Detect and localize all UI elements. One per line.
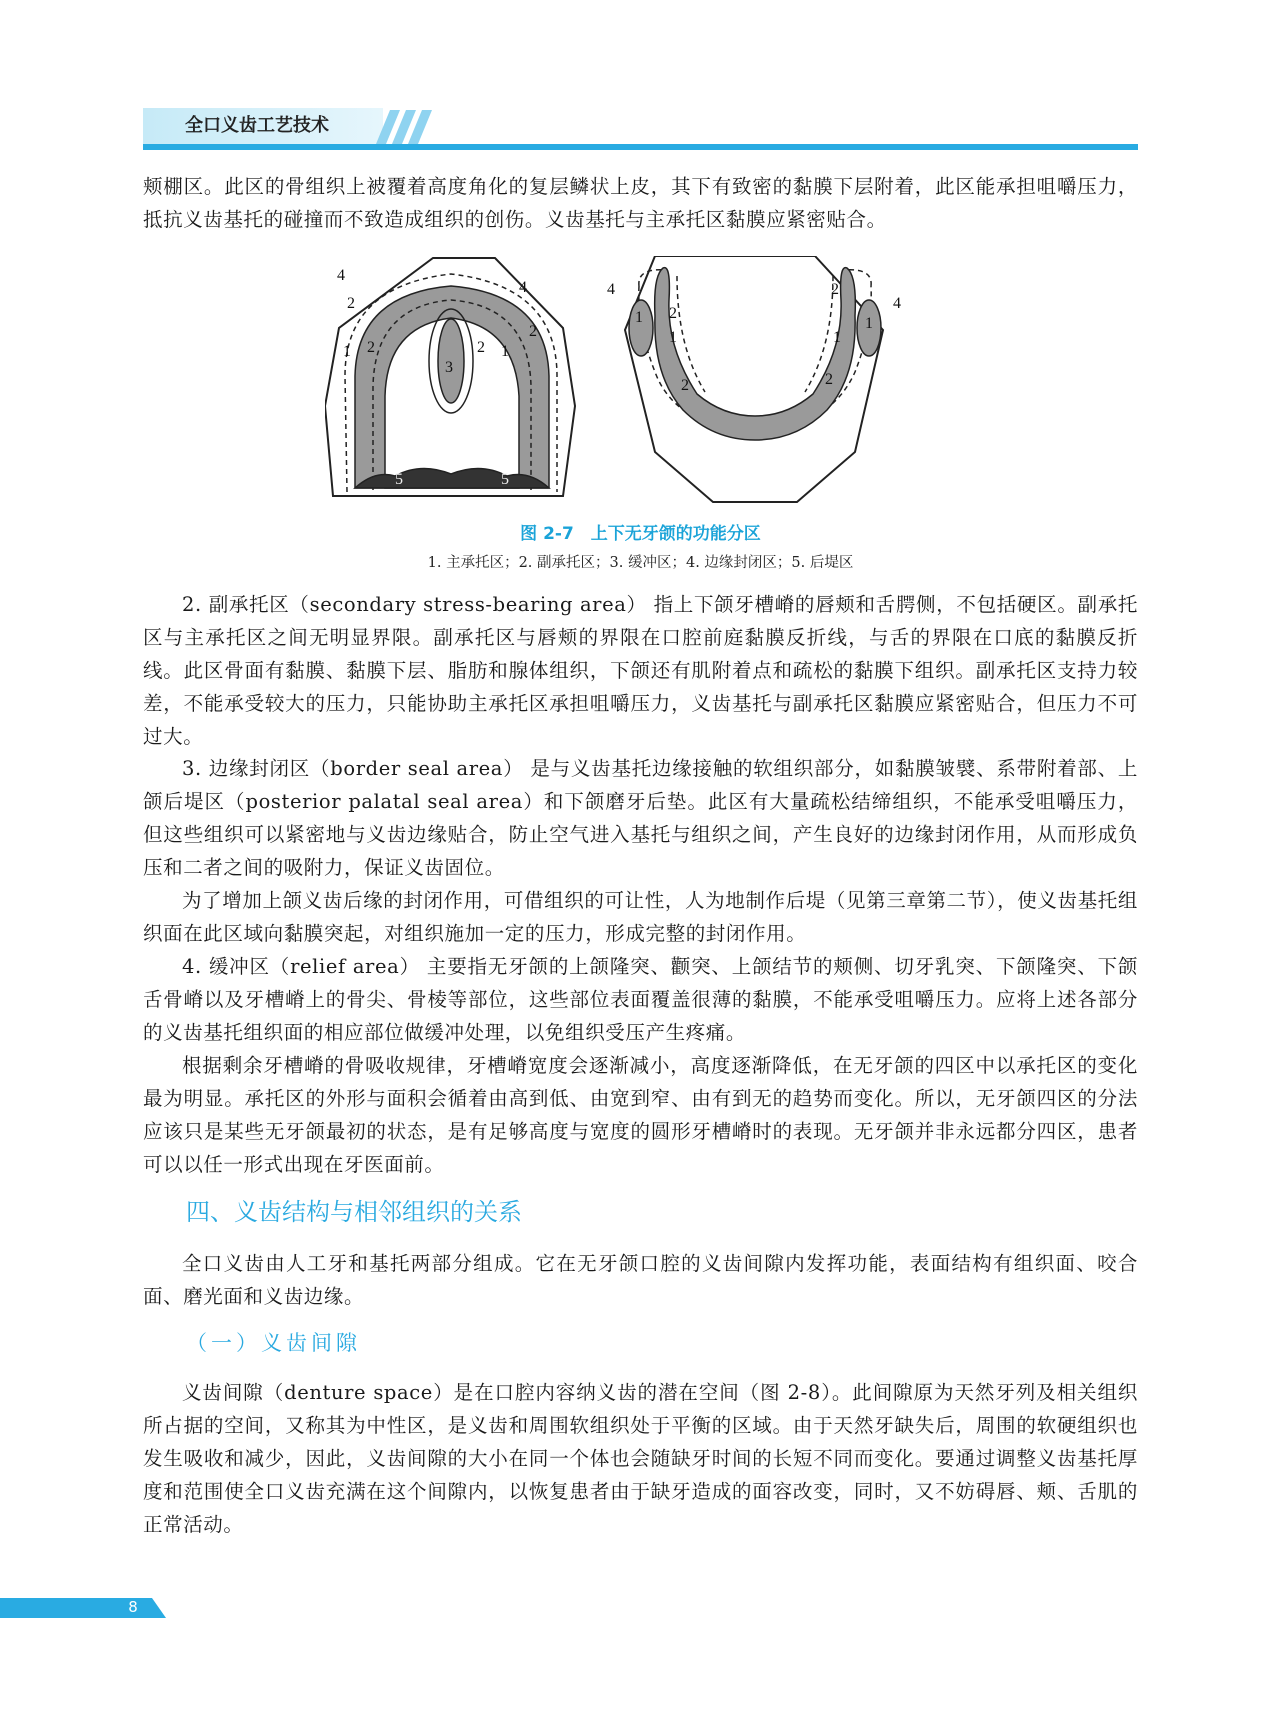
label-1: 1 xyxy=(669,329,677,346)
lower-jaw-diagram xyxy=(625,256,883,502)
label-1: 1 xyxy=(343,343,351,360)
book-title: 全口义齿工艺技术 xyxy=(143,108,383,144)
figure-legend: 1. 主承托区；2. 副承托区；3. 缓冲区；4. 边缘封闭区；5. 后堤区 xyxy=(427,555,854,571)
paragraph-2: 2. 副承托区（secondary stress-bearing area） 指上下颌牙槽嵴的唇颊和舌腭侧，不包括硬区。副承托区与主承托区之间无明显界限。副承托区与唇颊的界限在口腔前庭黏膜反折线，与舌的界限在口底的黏膜反折线。此区骨面有黏膜、黏膜下层、脂肪和腺体组织，下颌还有肌附着点和疏松的黏膜下组织。副承托区支持力较差，不能承受较大的压力，只能协助主承托区承担咀嚼压力，义齿基托与副承托区黏膜应紧密贴合，但压力不可过大。 xyxy=(143,593,1138,748)
paragraph-6: 根据剩余牙槽嵴的骨吸收规律，牙槽嵴宽度会逐渐减小，高度逐渐降低，在无牙颌的四区中以承托区的变化最为明显。承托区的外形与面积会循着由高到低、由宽到窄、由有到无的趋势而变化。所以，无牙颌四区的分法应该只是某些无牙颌最初的状态，是有足够高度与宽度的圆形牙槽嵴时的表现。无牙颌并非永远都分四区，患者可以以任一形式出现在牙医面前。 xyxy=(143,1054,1138,1176)
upper-jaw-diagram xyxy=(325,258,575,496)
label-2: 2 xyxy=(347,295,355,312)
label-3: 3 xyxy=(445,359,453,376)
label-5: 5 xyxy=(395,471,403,488)
label-4: 4 xyxy=(607,281,615,298)
paragraph-8: 义齿间隙（denture space）是在口腔内容纳义齿的潜在空间（图 2-8）。此间隙原为天然牙列及相关组织所占据的空间，又称其为中性区，是义齿和周围软组织处于平衡的区域。由于天然牙缺失后，周围的软硬组织也发生吸收和减少，因此，义齿间隙的大小在同一个体也会随缺牙时间的长短不同而变化。要通过调整义齿基托厚度和范围使全口义齿充满在这个间隙内，以恢复患者由于缺牙造成的面容改变，同时，又不妨碍唇、颊、舌肌的正常活动。 xyxy=(143,1381,1138,1536)
paragraph-7: 全口义齿由人工牙和基托两部分组成。它在无牙颌口腔的义齿间隙内发挥功能，表面结构有组织面、咬合面、磨光面和义齿边缘。 xyxy=(143,1252,1138,1308)
label-2: 2 xyxy=(529,323,537,340)
paragraph-3: 3. 边缘封闭区（border seal area） 是与义齿基托边缘接触的软组织部分，如黏膜皱襞、系带附着部、上颌后堤区（posterior palatal seal area）和下颌磨牙后垫。此区有大量疏松结缔组织，不能承受咀嚼压力，但这些组织可以紧密地与义齿边缘贴合，防止空气进入基托与组织之间，产生良好的边缘封闭作用，从而形成负压和二者之间的吸附力，保证义齿固位。 xyxy=(143,757,1138,879)
section-heading: 四、义齿结构与相邻组织的关系 xyxy=(186,1198,522,1226)
label-2: 2 xyxy=(669,305,677,322)
label-2: 2 xyxy=(477,339,485,356)
label-1: 1 xyxy=(865,315,873,332)
label-4: 4 xyxy=(337,267,345,284)
label-4: 4 xyxy=(893,295,901,312)
paragraph-4: 为了增加上颌义齿后缘的封闭作用，可借组织的可让性，人为地制作后堤（见第三章第二节），使义齿基托组织面在此区域向黏膜突起，对组织施加一定的压力，形成完整的封闭作用。 xyxy=(143,889,1138,945)
figure-2-7-diagram xyxy=(325,256,965,512)
running-header xyxy=(143,108,1138,152)
label-1: 1 xyxy=(833,329,841,346)
paragraph-5: 4. 缓冲区（relief area） 主要指无牙颌的上颌隆突、颧突、上颌结节的颊侧、切牙乳突、下颌隆突、下颌舌骨嵴以及牙槽嵴上的骨尖、骨棱等部位，这些部位表面覆盖很薄的黏膜，不能承受咀嚼压力。应将上述各部分的义齿基托组织面的相应部位做缓冲处理，以免组织受压产生疼痛。 xyxy=(143,955,1138,1044)
label-2: 2 xyxy=(831,281,839,298)
label-2: 2 xyxy=(367,339,375,356)
label-2: 2 xyxy=(825,371,833,388)
paragraph-1: 颊棚区。此区的骨组织上被覆着高度角化的复层鳞状上皮，其下有致密的黏膜下层附着，此区能承担咀嚼压力，抵抗义齿基托的碰撞而不致造成组织的创伤。义齿基托与主承托区黏膜应紧密贴合。 xyxy=(143,175,1138,231)
subsection-heading: （一）义齿间隙 xyxy=(186,1331,361,1355)
header-rule xyxy=(143,144,1138,150)
figure-caption: 图 2-7 上下无牙颌的功能分区 xyxy=(520,524,761,544)
label-2: 2 xyxy=(681,377,689,394)
label-4: 4 xyxy=(519,279,527,296)
page-number: 8 xyxy=(128,1598,138,1616)
label-1: 1 xyxy=(501,343,509,360)
label-1: 1 xyxy=(635,309,643,326)
header-stripes-decoration xyxy=(376,110,436,144)
label-5: 5 xyxy=(501,471,509,488)
